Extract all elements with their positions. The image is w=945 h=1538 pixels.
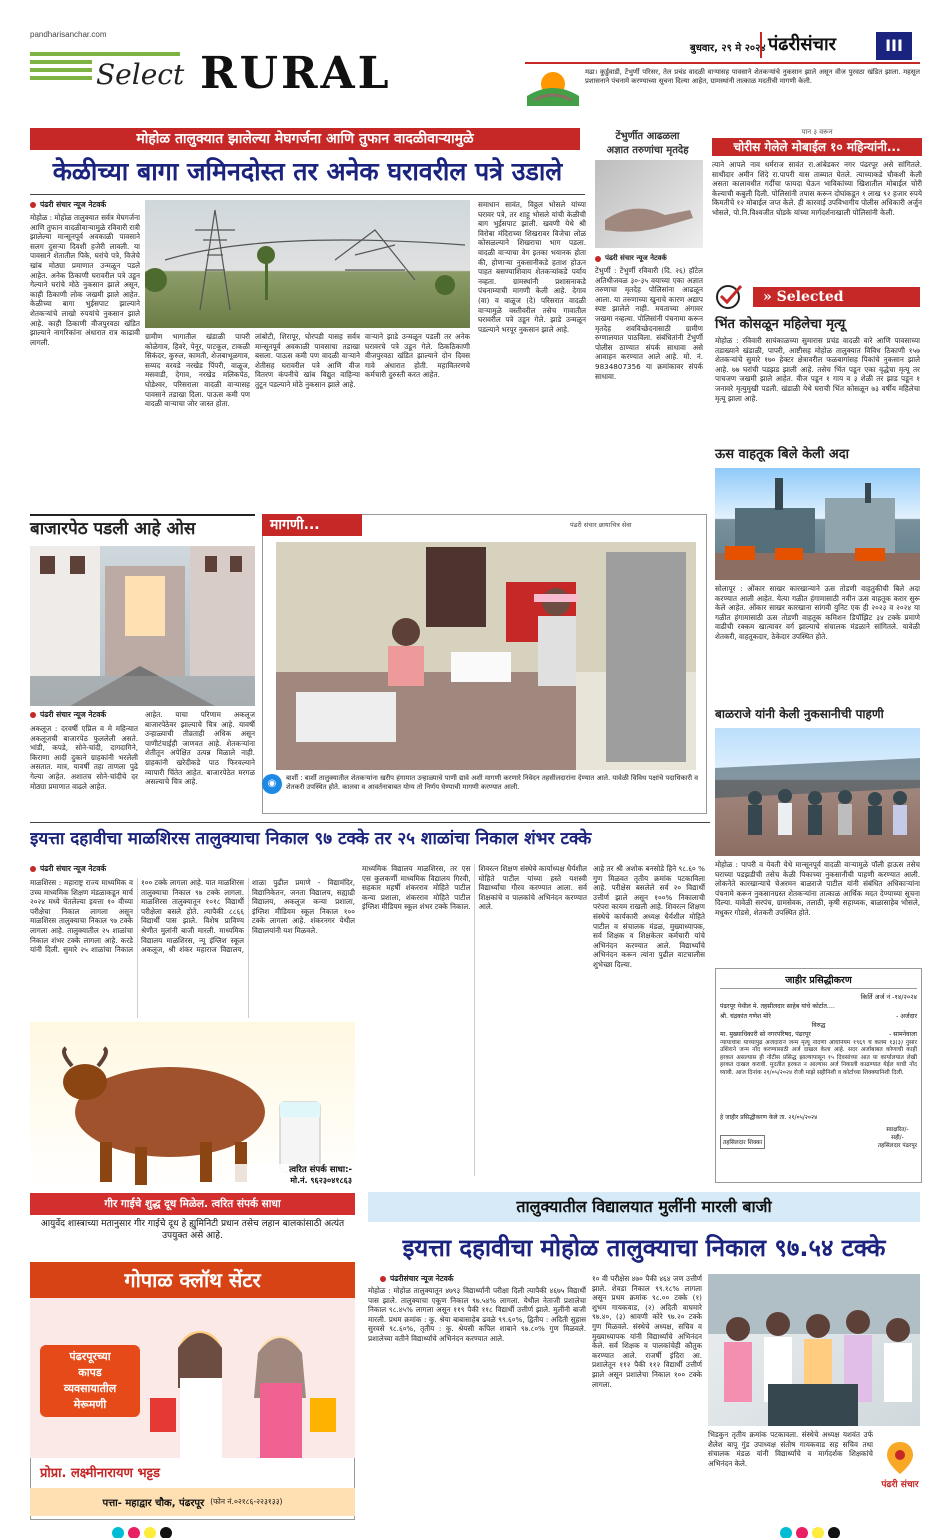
cloth-tagline-box xyxy=(40,1345,140,1417)
market-headline: बाजारपेठ पडली आहे ओस xyxy=(30,514,255,542)
inspection-headline: बाळराजे यांनी केली नुकसानीची पाहणी xyxy=(715,707,884,721)
lead-body-c: लांबोटी, शिरापूर, घोरपडी यासह सर्वत्र मान्सूनपूर्व अवकाळी पावसाचा तडाखा बसला. पाऊस कमी पण वादळी वाऱ्याने शेतीसह घरावरील पत्रे आणि वीज वितरण कंपनीचे खांब विद्युत वाहिन्या तुटून पडल्याने मोठे नुकसान झाले आहे. xyxy=(255,332,360,389)
cloth-owner: प्रोप्रा. लक्ष्मीनारायण भट्टड xyxy=(40,1466,160,1481)
issue-date: बुधवार, २९ मे २०२४ xyxy=(690,43,766,54)
notice-respondent: मा. मुख्याधिकारी सो नगरपरिषद, पंढरपूर xyxy=(720,1031,811,1038)
notice-body: न्यायाधीश यांच्यापुढे अर्जदाराने जन्म मृत्यू नोंदणी अधिनियम १९६९ चे कलम १३(३) नुसार उशिराने जन्म नोंद करण्यासाठी अर्ज दाखल केला आहे. सदर अर्जाबाबत कोणाची काही हरकत असल्यास ही नोटीस प्रसिद्ध झाल्यापासून १५ दिवसांच्या आत या कार्यालयात लेखी हरकत दाखल करावी. मुदतीत हरकत न आल्यास अर्ज निकाली काढण्यात येईल याची नोंद घ्यावी. आज दिनांक २१/०५/२०२४ रोजी माझे सहीनिशी व कोर्टाच्या शिक्क्यानिशी दिली. xyxy=(720,1040,917,1076)
cow-banner: गीर गाईचे शुद्ध दूध मिळेल. त्वरित संपर्क साधा xyxy=(30,1193,355,1215)
footer-logo-text: पंढरी संचार xyxy=(881,1480,919,1490)
notice-box xyxy=(715,968,922,1183)
notice-sign2: सही/- xyxy=(891,1135,904,1141)
masthead-rule xyxy=(525,62,920,64)
lead-body-b: ग्रामीण भागातील खंडाळी पापरी कोळेगाव, हिवरे, पेनूर, पाटकूल, टाकळी सिकंदर, कुरुल, कामती, शेजबाभूळगाव, सय्यद वरवडे नरखेड पिंपरी, वाळूज, मसवाडी, देगाव, नरखेड मलिकपेठ, घोडेश्वर, परिसराला वादळी वाऱ्यासह पावसाने तडाखा दिला. पाऊस कमी पण वादळी वाऱ्याचा जोर जास्त होता. xyxy=(145,332,250,409)
theft-continued: पान ३ वरून xyxy=(801,128,833,136)
notice-caseno: किर्ति अर्ज नं -१४/२०२४ xyxy=(860,993,917,1001)
death-story-head xyxy=(595,128,700,156)
malshiras-body: माळशिरस : महाराष्ट्र राज्य माध्यमिक व उच्च माध्यमिक शिक्षण मंडळाकडून मार्च २०२४ मध्ये घेतलेल्या इयत्ता १० वीच्या परीक्षेचा निकाल लागला असून माळशिरस तालुक्याचा निकाल ९७ टक्के लागला आहे. तालुक्यातील २५ शाळांचा निकाल शंभर टक्के लागला आहे. करडे यांनी दिली. सुमारे २५ शाळांचा निकाल १०० टक्के लागला आहे. यात माळशिरस तालुक्याचा निकाल ९७ टक्के लागला. माळशिरस तालुक्यातून १०१८ विद्यार्थी परीक्षेला बसले होते. त्यापैकी ८८६६ विद्यार्थी पास झाले. विशेष प्राविण्य श्रेणीत मुलांनी बाजी मारली. माध्यमिक विद्यालय माळशिरस, न्यू इंग्लिश स्कूल अकलूज, श्री शंकर महाराज विद्यालय, शाळा पुढील प्रमाणे - विद्यामंदिर, विद्यानिकेतन, जनता विद्यालय, सह्याद्री विद्यालय, अकलूज कन्या प्रशाला, इंग्लिश मीडियम स्कूल निकाल १०० टक्के लागला आहे. शंकरनगर येथील विद्यालयांनी यश मिळवले. xyxy=(30,878,355,955)
death-photo xyxy=(595,160,703,248)
lead-headline: केळीच्या बागा जमिनदोस्त तर अनेक घरावरील पत्रे उडाले xyxy=(52,157,563,186)
lead-rule xyxy=(30,194,585,195)
sugar-headline: ऊस वाहतूक बिले केली अदा xyxy=(715,447,849,462)
notice-signature xyxy=(878,1125,917,1149)
malshiras-byline-text: पंढरी संचार न्यूज नेटवर्क xyxy=(40,864,107,873)
death-headline: अज्ञात तरुणांचा मृतदेह xyxy=(606,145,689,156)
malshiras-rule xyxy=(30,822,710,823)
demand-credit: पंढरी संचार छायाचित्र सेवा xyxy=(570,521,632,529)
byline-dot-icon-5 xyxy=(380,1276,386,1282)
cloth-tagline-1: पंढरपूरच्या xyxy=(69,1350,111,1363)
cow-phone: मो.नं. ९६२३०४१८६३ xyxy=(290,1176,352,1185)
inspection-photo xyxy=(715,728,920,856)
theft-headline: चोरीस गेलेले मोबाईल १० महिन्यांनी... xyxy=(712,138,922,156)
black-dot-icon-2 xyxy=(828,1527,840,1538)
cloth-title: गोपाळ क्लॉथ सेंटर xyxy=(30,1262,355,1298)
paper-name: पंढरीसंचार xyxy=(760,32,868,58)
demand-caption: बार्शी : बार्शी तालुक्यातील शेतकऱ्यांना खरीप हंगामात उन्हाळ्याचे पाणी द्यावे अशी मागणी करणारे निवेदन तहसीलदारांना देण्यात आले. यावेळी विविध पक्षांचे पदाधिकारी व शेतकरी उपस्थित होते. कालवा व आवर्तनाबाबत योग्य तो निर्णय घेण्याची मागणी करण्यात आली. xyxy=(286,774,698,791)
select-word: Select xyxy=(92,58,188,91)
cow-text: आयुर्वेद शास्त्राच्या मतानुसार गीर गाईचे दूध हे ह्युमिनिटी प्रधान तसेच लहान बालकांसाठी अत्यंत उपयुक्त असे आहे. xyxy=(40,1219,345,1241)
lead-byline xyxy=(30,200,106,210)
mohol-body-b: १० वी परीक्षेस ४७० पैकी ४६४ जण उत्तीर्ण झाले. शेवडा निकाल ९९.१८% लागला असून प्रथम क्रमांक ९८.०० टक्के (१) शुभम गायकवाड, (२) अदिती वाघमारे ९७.४०, (३) श्रावणी कोरे ९७.२० टक्के गुण मिळवले. संस्थेचे अध्यक्ष, सचिव व मुख्याध्यापक यांनी विद्यार्थ्यांचे अभिनंदन केले. सर्व शिक्षक व पालकांचेही कौतुक करण्यात आले. राजर्षी इंदिरा आ. प्रशालेतून ११२ पैकी ११२ विद्यार्थी उत्तीर्ण झाले असून प्रशालेचा निकाल १०० टक्के लागला. xyxy=(592,1274,702,1389)
market-photo xyxy=(30,546,255,706)
cyan-dot-icon xyxy=(112,1527,124,1538)
checkmark-icon xyxy=(715,284,745,310)
notice-sign1: स्वाक्षरित/- xyxy=(886,1127,909,1133)
mohol-byline-text: पंढरीसंचार न्यूज नेटवर्क xyxy=(390,1274,454,1283)
lead-photo xyxy=(145,200,470,328)
cloth-address-bar xyxy=(30,1488,355,1516)
street-icon xyxy=(30,546,255,706)
death-body: टेंभुर्णी : टेंभुर्णी रविवारी (दि. २६) हॉटेल अतिथीजवळ ३०-३५ वयाच्या एका अज्ञात तरुणाचा मृतदेह पोलिसांना आढळून आला. या तरुणाच्या खुनाचे कारण अद्याप स्पष्ट झालेले नाही. मयताच्या अंगावर जखमा नव्हत्या. पोलिसांनी पंचनामा करून मृतदेह शवविच्छेदनासाठी ग्रामीण रुग्णालयात पाठविला. संबंधितांनी टेंभुर्णी पोलीस ठाण्यात संपर्क साधावा असे आवाहन करण्यात आले आहे. मो. नं. 9834807356 या क्रमांकावर संपर्क साधावा. xyxy=(595,266,703,381)
lead-kicker: मोहोळ तालुक्यात झालेल्या मेघगर्जना आणि तुफान वादळीवाऱ्यामुळे xyxy=(136,131,474,147)
registration-marks-left xyxy=(112,1524,176,1538)
byline-dot-icon-2 xyxy=(595,256,601,262)
death-byline-text: पंढरी संचार न्यूज नेटवर्क xyxy=(605,254,667,262)
lead-body-a: मोहोळ : मोहोळ तालुक्यात सर्वत्र मेघगर्जना आणि तुफान वादळीवाऱ्यामुळे रविवारी रात्री झालेल्या मान्सूनपूर्व अवकाळी पावसाने सलग दुसऱ्या दिवशी हजेरी लावली. या पावसाने शेतातील पिके, घरांचे पत्रे, विजेचे खांब मोठ्या प्रमाणात उन्मळून पडले आहेत. अनेक ठिकाणी घरावरील पत्रे उडून गेल्याने घरांचे मोठे नुकसान झाले असून, काही ठिकाणी लोक जखमी झाले आहेत. केळीच्या बागा भुईसपाट झाल्याने शेतकऱ्यांचे लाखो रुपयांचे नुकसान झाले आहे. काही ठिकाणी वीजपुरवठा खंडित झाल्याने नागरिकांना अंधारात रात्र काढावी लागली. xyxy=(30,213,140,347)
selected-text: Selected xyxy=(776,289,844,305)
notice-title: जाहीर प्रसिद्धीकरण xyxy=(720,973,917,989)
top-summary: मढा। कुर्डुवाडी, टेंभुर्णी परिसर, तेल प्रचंड वादळी वाऱ्यासह पावसाने शेतकऱ्यांचे नुकसान झाले असून वीज पुरवठा खंडित झाला. महसूल प्रशासनाने पंचनामे करण्याच्या सूचना दिल्या आहेत, ग्रामस्थांनी तात्काळ मदतीची मागणी केली. xyxy=(585,68,920,85)
selected-body: मोहोळ : रविवारी सायंकाळच्या सुमारास प्रचंड वादळी वारे आणि पावसाच्या तडाख्याने खंडाळी, पापरी, आष्टीसह मोहोळ तालुक्यात विविध ठिकाणी १५७ शेतकऱ्यांचे सुमारे १७० हेक्टर क्षेत्रावरील फळबागांसह पिकांचे नुकसान झाले आहे. ७७ घरांची पडझड झाली आहे. तसेच भिंत पडून एका वृद्धेचा मृत्यू तर पाचजण जखमी झाले आहेत. वीज पडून १ गाय व ३ शेळी तर झाड पडून १ जनावरे मृत्युमुखी पडली. खंडाळी येथे घराची भिंत कोसळून ७३ वर्षीय महिलेचा मृत्यू झाला आहे. xyxy=(715,336,920,403)
byline-dot-icon xyxy=(30,202,36,208)
site-url: pandharisanchar.com xyxy=(30,30,107,39)
malshiras-body-2: माध्यमिक विद्यालय माळशिरस, तर एस एस कुलकर्णी माध्यमिक विद्यालय गिरवी, सहकार महर्षी शंकरराव मोहिते पाटील कन्या प्रशाला, शंकरराव मोहिते पाटील इंग्लिश मीडियम स्कूल शंभर टक्के निकाल. शिवरत्न शिक्षण संस्थेचे कार्याध्यक्ष धैर्यशील मोहिते पाटील यांच्या हस्ते यशस्वी विद्यार्थ्यांचा गौरव करण्यात आला. सर्व शिक्षकांचे व पालकांचे अभिनंदन करण्यात आले. xyxy=(362,864,587,912)
yellow-dot-icon xyxy=(144,1527,156,1538)
malshiras-body-3: आहे तर श्री अशोक बनसोडे हिने ९८.६० % गुण मिळवत तृतीय क्रमांक पटकाविला आहे. परीक्षेस बसलेले सर्व २० विद्यार्थी उत्तीर्ण झाले असून १००% निकालाची परंपरा कायम राखली आहे. शिवरत्न शिक्षण संस्थेचे कार्यकारी अध्यक्ष धैर्यशील मोहिते पाटील व संचालक मंडळ, मुख्याध्यापक, सर्व शिक्षक व शिक्षकेतर कर्मचारी यांचे अभिनंदन करण्यात आले. विद्यार्थ्यांचे अभिनंदन करून त्यांना पुढील वाटचालीस शुभेच्छा दिल्या. xyxy=(593,864,705,969)
footer-logo xyxy=(878,1440,922,1504)
cloth-address: पत्ता- महाद्वार चौक, पंढरपूर xyxy=(102,1498,205,1509)
notice-sign3: तहसिलदार पंढरपूर xyxy=(877,1143,917,1149)
cloth-tagline-4: मेरूमणी xyxy=(73,1398,107,1411)
market-body-b: आहेत. याचा परिणाम अकलूज बाजारपेठेवर झाल्याचे चित्र आहे. यावर्षी उन्हाळ्याची तीव्रताही अधिक असून पाणीटंचाईही जाणवत आहे. शेतकऱ्यांना शेतीतून अपेक्षित उत्पन्न मिळाले नाही. ग्राहकांनी खरेदीकडे पाठ फिरवल्याने व्यापारी चिंतेत आहेत. बाजारपेठेत मरगळ असल्याचे चित्र आहे. xyxy=(145,710,255,787)
lead-byline-text: पंढरी संचार न्यूज नेटवर्क xyxy=(40,200,107,209)
cow-contact-label: त्वरित संपर्क साधा:- xyxy=(289,1165,352,1175)
lead-body-e: समाधान सावंत, विठ्ठल भोसले यांच्या घरावर पत्रे, तर शाहू भोसले यांची केळीची बाग भुईसपाट झाली. खवणी येथे श्री विरोबा मंदिराच्या शिखरावर विजेचा लोळ कोसळल्याने शिखराचा भाग पडला. वादळी वाऱ्याचा वेग इतका भयानक होता की, होणाऱ्या नुकसानीकडे हताश होऊन पाहत बसण्याशिवाय शेतकऱ्यांकडे पर्याय नव्हता. ग्रामस्थांनी प्रशासनाकडे पंचनाम्याची मागणी केली आहे. देगाव (वा) व वाळूज (दे) परिसरात वादळी वाऱ्यामुळे वस्तीवरील तसेच गावातील घरावरील पत्रे उडून गेले. झाडे उन्मळून पडल्याने भरपूर नुकसान झाले आहे. xyxy=(478,200,586,334)
notice-date: हे जाहीर प्रसिद्धीकरण केले ता. २१/०५/२०२४ xyxy=(720,1114,818,1121)
magenta-dot-icon-2 xyxy=(796,1527,808,1538)
registration-marks-right xyxy=(780,1524,844,1538)
mohol-body-a: मोहोळ : मोहोळ तालुक्यातून ४७९३ विद्यार्थ्यांनी परीक्षा दिली त्यापैकी ४६७५ विद्यार्थी पास झाले. तालुक्याचा एकूण निकाल ९७.५४% लागला. येथील नेताजी प्रशालेचा निकाल ९८.४५% लागला असून ११९ पैकी ११८ विद्यार्थी उत्तीर्ण झाले. मुलींनी बाजी मारली. प्रथम क्रमांक : कु. श्रेया बाबासाहेब ढवळे ९९.६०%, द्वितीय : अदिती सुहास सुरवसे ९८.६०%, तृतीय : कु. श्रेयसी कपिल शाबाने ९७.८०% गुण मिळवले. प्रशालेच्या वतीने विद्यार्थ्यांचे अभिनंदन करण्यात आले. xyxy=(368,1286,586,1343)
location-pin-icon xyxy=(885,1440,915,1476)
inspection-body: मोहोळ : पापरी व येवती येथे मान्सूनपूर्व वादळी वाऱ्यामुळे पॉली हाऊस तसेच घराच्या पडझडीची तसेच केळी पिकाच्या नुकसानीची पाहणी करण्यात आली. लोकनेते कारखान्याचे चेअरमन बाळराजे पाटील यांनी संबंधित अधिकाऱ्यांना पंचनामे करून नुकसानग्रस्त शेतकऱ्यांना तात्काळ आर्थिक मदत देण्याच्या सूचना दिल्या. यावेळी सरपंच, ग्रामसेवक, तलाठी, कृषी सहाय्यक, बाळासाहेब भोसले, मधुकर गोडसे, शेतकरी उपस्थित होते. xyxy=(715,860,920,917)
market-byline-text: पंढरी संचार न्यूज नेटवर्क xyxy=(40,710,107,719)
sugar-photo xyxy=(715,468,920,580)
theft-body: त्याने आपले नाव धर्मराज सावंत रा.आंबेडकर नगर पंढरपूर असे सांगितले. साथीदार अमीन शिंदे रा.पापरी यास ताब्यात घेतले. त्याच्याकडे चौकशी केली असता कालावधीत गर्दीचा फायदा घेऊन भाविकांच्या खिशातील मोबाईल चोरी केल्याची कबुली दिली. पोलिसांनी तपास करून दोघांकडून १ लाख ९२ हजार रुपये किमतीचे १२ मोबाईल जप्त केले. ही कारवाई उपविभागीय पोलीस अधिकारी अर्जुन भोसले, पो.नि.विश्वजीत घोडके यांच्या मार्गदर्शनाखाली पोलिसांनी केली. xyxy=(712,160,922,217)
mohol-band: तालुक्यातील विद्यालयात मुलींनी मारली बाजी xyxy=(368,1192,920,1222)
market-body-a: अकलूज : दरवर्षी एप्रिल व मे महिन्यात अकलूजची बाजारपेठ फुललेली असते. भांडी, कपडे, सोने-चांदी, दागदागिने, किराणा आदी दुकाने ग्राहकांनी भरलेली असतात. मात्र, यावर्षी तहा ताणला पुढे गेल्या आहेत. अशातच सोने-चांदीचे दर मोठ्या प्रमाणात वाढले आहेत. xyxy=(30,724,138,791)
people-group-icon xyxy=(715,728,920,856)
sugar-body: सोलापूर : ओंकार साखर कारखान्याने ऊस तोडणी वाहतुकीची बिले अदा करण्यात आली आहेत. येत्या गळीत हंगामासाठी नवीन ऊस वाहतूक करार सुरू केले आहेत. ओंकार साखर कारखाना सांगवी युनिट एक ही २०२३ व २०२४ या गळीत हंगामासाठी ऊस तोडणी वाहतूक कमिशन डिपॉझिट ३४ टक्के प्रमाणे वाढीची रक्कम खात्यावर वर्ग झाल्याचे संचालक मंडळाने सांगितले. यावेळी शेतकरी, वाहतूकदार, ठेकेदार उपस्थित होते. xyxy=(715,584,920,641)
death-kicker: टेंभुर्णीत आढळला xyxy=(615,131,680,142)
notice-applicant: श्री. चंद्रकांत गणेश मोरे xyxy=(720,1013,771,1020)
notice-applicant-row xyxy=(720,1011,917,1020)
mohol-byline xyxy=(380,1274,454,1284)
cloth-tagline-3: व्यवसायातील xyxy=(63,1382,117,1395)
notice-respondent-role: - सामनेवाला xyxy=(889,1031,917,1038)
black-dot-icon xyxy=(160,1527,172,1538)
farm-logo-icon xyxy=(525,66,580,106)
cloth-phone: (फोन नं.०२१८६-२२३१३३) xyxy=(210,1497,283,1506)
cloth-tagline-2: कापड xyxy=(78,1366,102,1379)
demand-photo xyxy=(276,542,696,770)
notice-respondent-row xyxy=(720,1029,917,1038)
rural-word: RURAL xyxy=(200,48,392,99)
chevron-right-icon: » xyxy=(763,289,777,305)
factory-icon xyxy=(715,468,920,580)
office-scene-icon xyxy=(276,542,696,770)
death-byline xyxy=(595,254,667,263)
selected-label xyxy=(753,287,920,307)
cow-contact xyxy=(230,1164,352,1186)
page-number: III xyxy=(876,32,912,60)
selected-badge xyxy=(715,284,920,310)
byline-dot-icon-3 xyxy=(30,712,36,718)
notice-line1: पंढरपूर येथील मे. तहसीलदार साहेब यांचे कोर्टात.... xyxy=(720,1003,835,1010)
magenta-dot-icon xyxy=(128,1527,140,1538)
selected-headline: भिंत कोसळून महिलेचा मृत्यू xyxy=(715,317,846,332)
malshiras-headline: इयत्ता दहावीचा माळशिरस तालुक्याचा निकाल ९७ टक्के तर २५ शाळांचा निकाल शंभर टक्के xyxy=(30,829,592,849)
yellow-dot-icon-2 xyxy=(812,1527,824,1538)
notice-seal: तहसिलदार शिक्का xyxy=(720,1135,765,1149)
market-byline xyxy=(30,710,106,720)
lead-body-d: वाऱ्याने झाडे उन्मळून पडली तर अनेक घरावरचे पत्रे उडून गेले. ठिकठिकाणी वीजपुरवठा खंडित झाल्याने दोन दिवस गावे अंधारात होती. महावितरणचे कर्मचारी दुरुस्ती करत आहेत. xyxy=(365,332,470,380)
notice-sign-row xyxy=(720,1125,917,1149)
students-icon xyxy=(708,1274,920,1426)
malshiras-byline xyxy=(30,864,106,874)
byline-dot-icon-4 xyxy=(30,866,36,872)
masthead xyxy=(0,0,945,100)
lead-kicker-band xyxy=(30,128,580,150)
camera-icon: ◉ xyxy=(262,774,282,794)
mohol-headline: इयत्ता दहावीचा मोहोळ तालुक्याचा निकाल ९७.५४ टक्के xyxy=(402,1234,886,1262)
mohol-photo xyxy=(708,1274,920,1426)
notice-versus: विरुद्ध xyxy=(811,1022,826,1029)
notice-applicant-role: - अर्जदार xyxy=(896,1013,917,1020)
demand-badge: मागणी... xyxy=(262,514,362,536)
cyan-dot-icon-2 xyxy=(780,1527,792,1538)
tower-icon xyxy=(145,200,470,328)
hand-icon xyxy=(595,160,703,248)
mohol-body-c: भिडकुन तृतीय क्रमांक पटकावला. संस्थेचे अध्यक्ष यशवंत उर्फ शैलेश बापू गुंड उपाध्यक्ष संतोष गायकवाड सह सचिव तथा संचालक मंडळ यांनी विद्यार्थ्यांचे व मार्गदर्शक शिक्षकांचे अभिनंदन केले. xyxy=(708,1430,873,1468)
